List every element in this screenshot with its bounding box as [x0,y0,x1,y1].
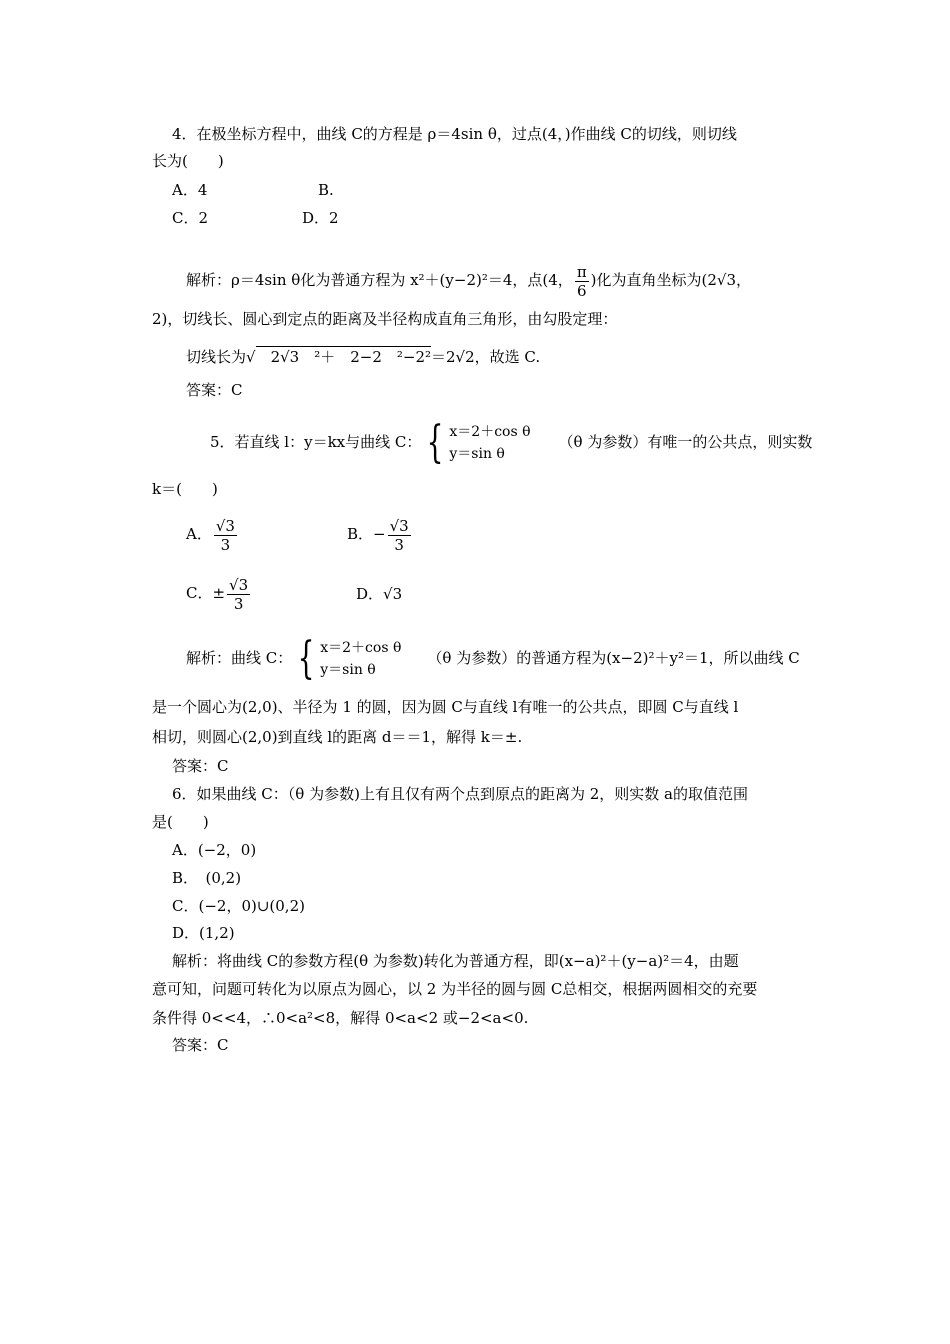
q6-stem-line2: 是( ) [152,813,209,831]
q4-fraction-pi-6 [575,263,589,300]
option-label: C．± [186,584,226,602]
option-label: A． [186,525,212,543]
option-label: B．− [347,525,386,543]
system-eq-1: x＝2＋cos θ [320,640,402,656]
q5-stem-text-a: 5．若直线 l：y＝kx与曲线 C： [210,433,422,451]
q4-solution-result: ＝2√2，故选 C. [431,348,541,366]
fraction-denominator: 6 [576,281,587,300]
q4-option-d: D．2 [302,209,339,227]
q5-stem-line2: k＝( ) [152,480,218,498]
brace-icon: { [426,417,444,468]
q4-option-b: B. [318,181,334,199]
option-fraction [214,517,237,554]
q6-option-c: C．(−2，0)∪(0,2) [172,897,305,915]
fraction-denominator: 3 [220,535,231,554]
q4-solution-text-b: )化为直角坐标为(2√3， [590,271,752,289]
q5-solution-text-a: 解析：曲线 C： [186,649,293,667]
q5-option-d: D．√3 [356,585,403,603]
q5-answer: 答案：C [172,757,229,775]
q4-option-c: C．2 [172,209,209,227]
fraction-denominator: 3 [394,535,404,554]
q5-option-c [186,571,252,615]
q6-option-a: A．(−2，0) [172,841,257,859]
option-fraction [227,576,250,613]
q5-option-b [347,512,413,556]
fraction-numerator: π [576,262,587,281]
system-eq-1: x＝2＋cos θ [449,424,531,440]
system-eq-2: y＝sin θ [320,662,376,678]
fraction-numerator: √3 [389,516,409,535]
system-eq-2: y＝sin θ [449,446,505,462]
q4-answer: 答案：C [186,381,243,399]
q5-equation-system [449,421,530,465]
q6-solution-line1: 解析：将曲线 C的参数方程(θ 为参数)转化为普通方程，即(x−a)²＋(y−a)²＝4，由题 [172,952,739,970]
q6-stem-line1: 6．如果曲线 C：（θ 为参数)上有且仅有两个点到原点的距离为 2，则实数 a的取值范围 [172,785,748,803]
q4-radicand: 2√3 ²＋ 2−2 ²−2² [255,348,432,366]
q6-solution-line2: 意可知，问题可转化为以原点为圆心，以 2 为半径的圆与圆 C总相交，根据两圆相交的充要 [152,980,758,998]
fraction-denominator: 3 [233,594,244,613]
brace-icon: { [297,633,315,684]
q5-solution-text-b: （θ 为参数）的普通方程为(x−2)²＋y²＝1，所以曲线 C [427,649,800,667]
q5-stem-line1 [210,417,813,468]
option-fraction [388,517,411,554]
q4-stem-line2: 长为( ) [152,152,224,170]
q6-option-b: B． (0,2) [172,869,242,887]
q4-solution-line3 [186,347,540,367]
q5-solution-system [320,637,401,681]
q5-stem-text-b: （θ 为参数）有唯一的公共点，则实数 [558,433,813,451]
q6-answer: 答案：C [172,1036,229,1054]
q4-sqrt-symbol: 切线长为√ [186,348,256,366]
q5-solution-line3: 相切，则圆心(2,0)到直线 l的距离 d＝＝1，解得 k＝±. [152,728,523,746]
q4-solution-line1 [186,260,751,300]
q4-stem-line1: 4．在极坐标方程中，曲线 C的方程是 ρ＝4sin θ，过点(4，)作曲线 C的切线，则切线 [172,125,737,143]
q4-option-a: A．4 [172,181,208,199]
q4-solution-line2: 2)，切线长、圆心到定点的距离及半径构成直角三角形，由勾股定理： [152,310,618,328]
q4-solution-text-a: 解析：ρ＝4sin θ化为普通方程为 x²＋(y−2)²＝4，点(4， [186,271,573,289]
q5-solution-line2: 是一个圆心为(2,0)、半径为 1 的圆，因为圆 C与直线 l有唯一的公共点，即圆 C与直线 l [152,698,739,716]
q5-solution-line1 [186,633,800,684]
q5-option-a [186,512,239,556]
fraction-numerator: √3 [215,516,235,535]
q6-option-d: D．(1,2) [172,924,235,942]
fraction-numerator: √3 [229,575,249,594]
q6-solution-line3: 条件得 0<<4，∴0<a²<8，解得 0<a<2 或−2<a<0. [152,1009,529,1027]
